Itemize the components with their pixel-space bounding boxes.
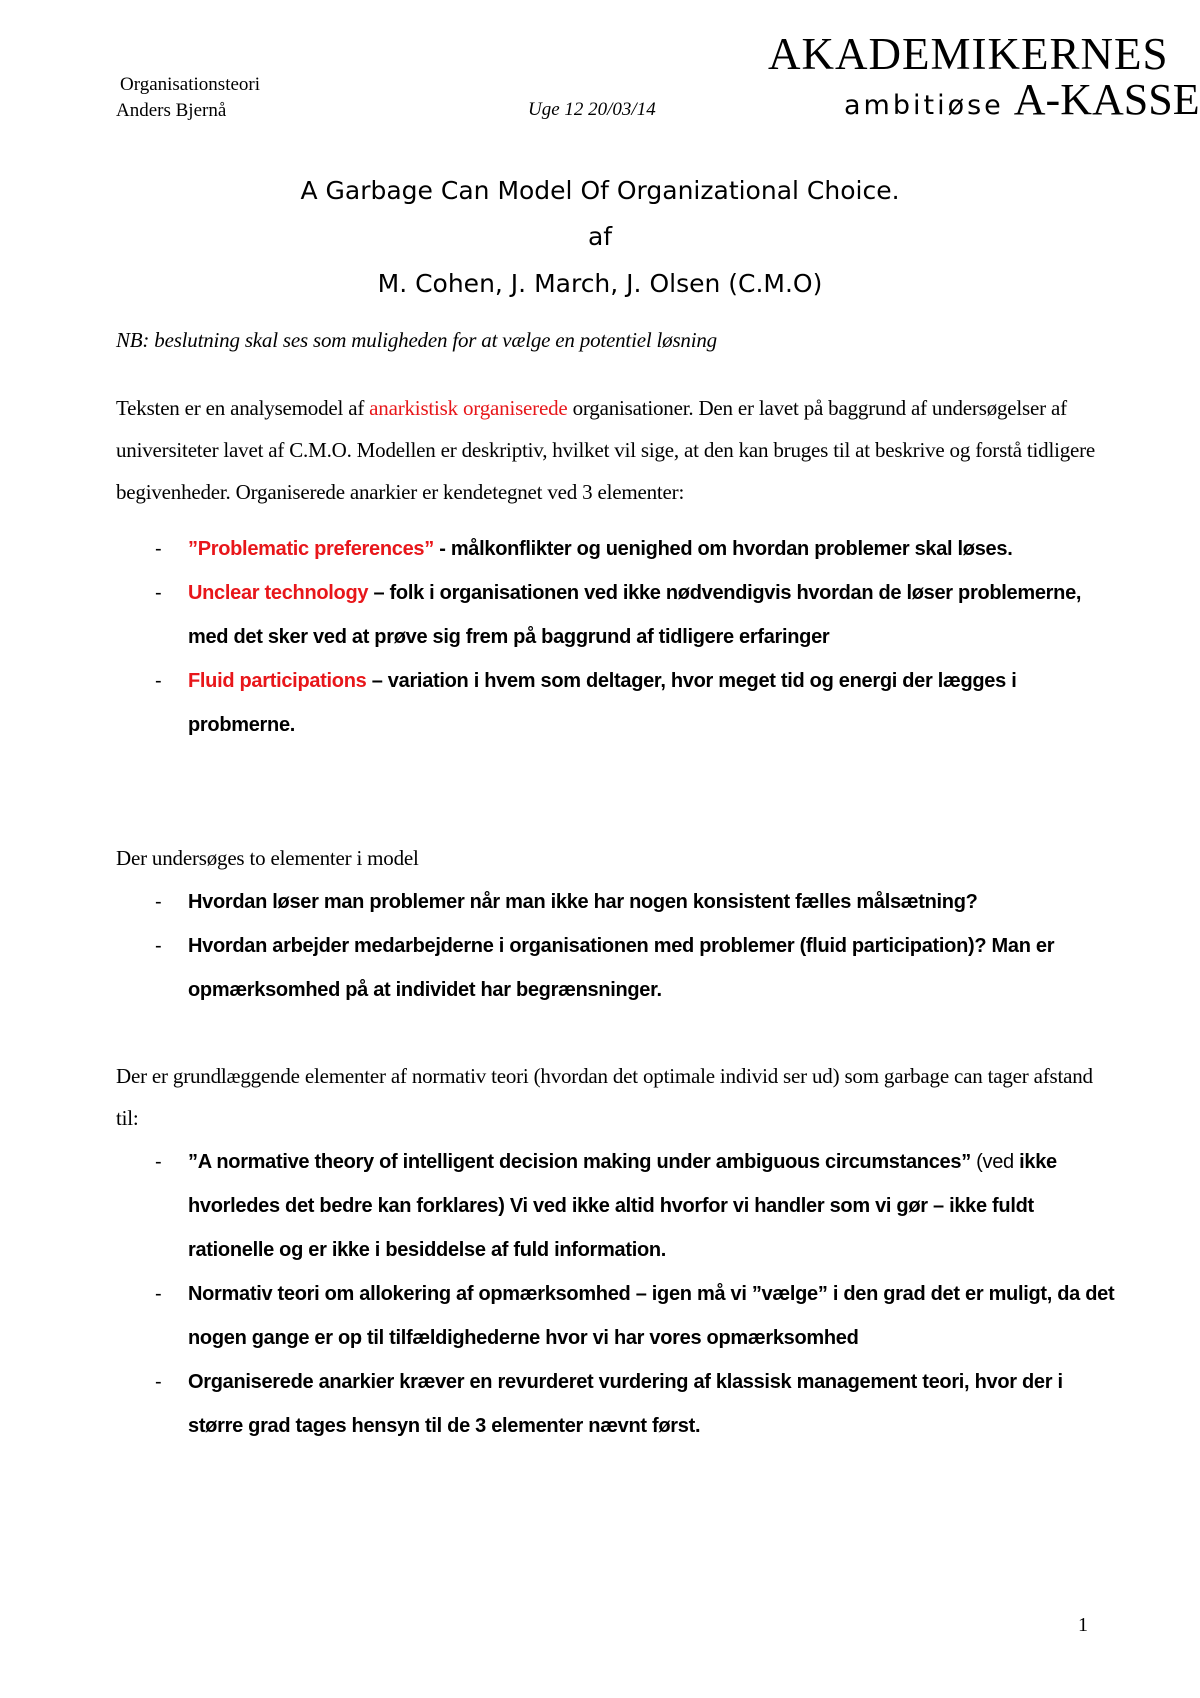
element-text: - målkonflikter og uenighed om hvordan problemer skal løses. (433, 538, 1013, 560)
title-line2: af (587, 222, 613, 251)
normative-intro: Der er grundlæggende elementer af normativ teori (hvordan det optimale individ ser ud) som garbage can tager afstand til: (116, 1064, 1093, 1130)
intro-paragraph (116, 387, 1096, 513)
question-text: Hvordan arbejder medarbejderne i organisationen med problemer (fluid participation)? Man er opmærksomhed på at individet har begrænsninger. (188, 935, 1055, 1001)
element-term: Fluid participations (188, 670, 367, 692)
logo-line2 (844, 75, 1200, 132)
normative-bold: Organiserede anarkier kræver en revurderet vurdering af klassisk management teori, hvor der i større grad tages hensyn til de 3 elementer nævnt først. (188, 1371, 1063, 1437)
week-date: Uge 12 20/03/14 (528, 99, 656, 120)
page-number: 1 (1078, 1614, 1088, 1636)
list-item (116, 924, 1116, 1012)
logo-line1: AKADEMIKERNES (768, 29, 1169, 79)
list-item (116, 659, 1116, 747)
list-dash: - (155, 670, 162, 692)
element-text: – folk i organisationen ved ikke nødvendigvis hvordan de løser problemerne, med det sker ved at prøve sig frem på baggrund af tidligere erfaringer (188, 582, 1082, 648)
list-item (116, 1360, 1116, 1448)
list-dash: - (155, 891, 162, 913)
list-dash: - (155, 538, 162, 560)
list-dash: - (155, 1283, 162, 1305)
header-left (116, 72, 260, 124)
intro-highlight: anarkistisk organiserede (369, 396, 568, 420)
author-name: Anders Bjernå (116, 100, 227, 121)
questions-intro: Der undersøges to elementer i model (116, 846, 419, 870)
question-text: Hvordan løser man problemer når man ikke har nogen konsistent fælles målsætning? (188, 891, 978, 913)
title-line1: A Garbage Can Model Of Organizational Choice. (300, 176, 900, 205)
akademikernes-logo (768, 28, 1200, 124)
element-term: ”Problematic preferences” (188, 538, 434, 560)
element-term: Unclear technology (188, 582, 369, 604)
normative-list (116, 1140, 1116, 1448)
logo-akasse: A-KASSE (1013, 75, 1200, 124)
normative-bold: ”A normative theory of intelligent decision making under ambiguous circumstances” (188, 1151, 971, 1173)
intro-pre: Teksten er en analysemodel af (116, 396, 370, 420)
normative-normal: (ved (970, 1151, 1014, 1173)
list-dash: - (155, 935, 162, 957)
list-dash: - (155, 1151, 162, 1173)
course-name: Organisationsteori (120, 74, 261, 95)
list-item (116, 1140, 1116, 1272)
intro-post: organisationer. Den er lavet på baggrund af undersøgelser af universiteter lavet af C.M.O. Modellen er deskriptiv, hvilket vil sige, at den kan bruges til at beskrive og forstå tidligere begivenheder. Organiserede anarkier er kendetegnet ved 3 elementer: (116, 396, 1096, 504)
list-item (116, 1272, 1116, 1360)
elements-list (116, 527, 1116, 747)
document-title (0, 176, 1200, 299)
questions-list (116, 880, 1116, 1012)
list-item (116, 571, 1116, 659)
list-item (116, 527, 1116, 571)
nb-note: NB: beslutning skal ses som muligheden for at vælge en potentiel løsning (116, 328, 717, 352)
normative-bold2: ikke hvorledes det bedre kan forklares) Vi ved ikke altid hvorfor vi handler som vi gør – ikke fuldt rationelle og er ikke i besiddelse af fuld information. (188, 1151, 1057, 1261)
logo-ambitiose: ambitiøse (844, 90, 1004, 121)
list-dash: - (155, 582, 162, 604)
list-dash: - (155, 1371, 162, 1393)
normative-bold: Normativ teori om allokering af opmærksomhed – igen må vi ”vælge” i den grad det er muligt, da det nogen gange er op til tilfældighederne hvor vi har vores opmærksomhed (188, 1283, 1115, 1349)
title-line3: M. Cohen, J. March, J. Olsen (C.M.O) (377, 269, 823, 298)
list-item (116, 880, 1116, 924)
element-text: – variation i hvem som deltager, hvor meget tid og energi der lægges i probmerne. (188, 670, 1017, 736)
